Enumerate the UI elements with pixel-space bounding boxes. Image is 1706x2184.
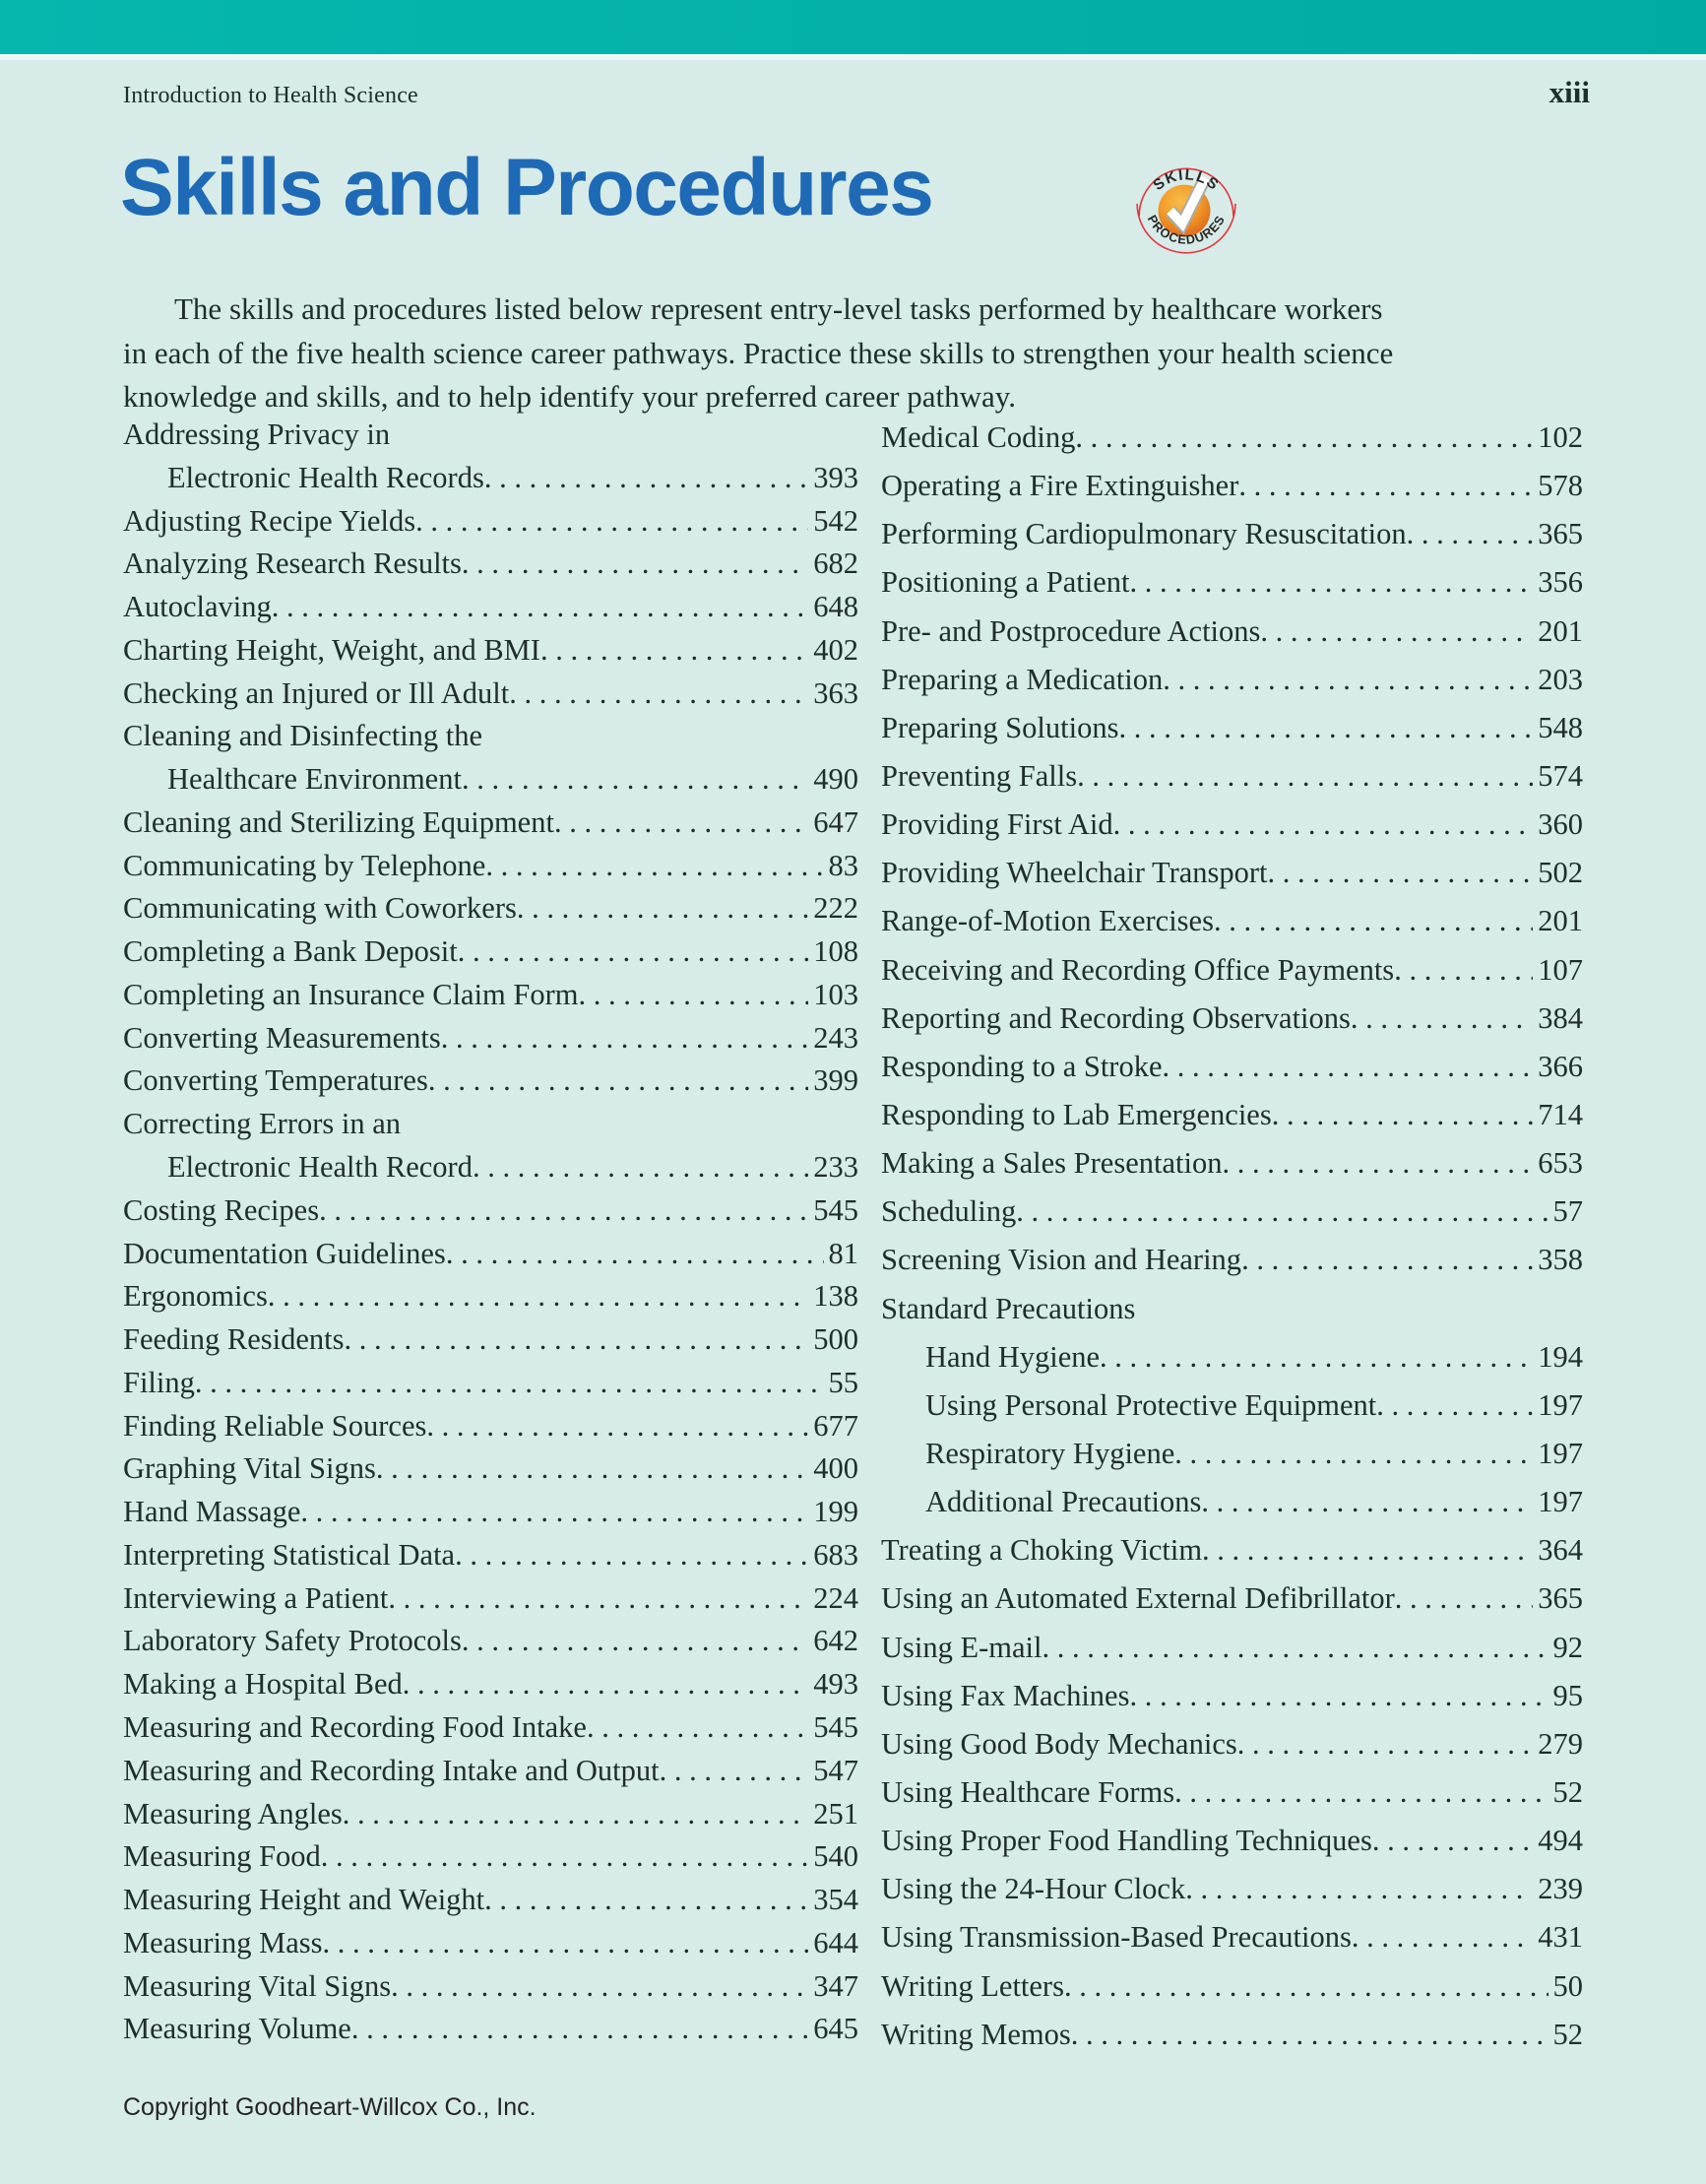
toc-entry	[123, 1577, 858, 1621]
toc-entry-label: Documentation Guidelines	[123, 1236, 446, 1270]
toc-entry	[881, 462, 1583, 510]
toc-entry-page: 578	[1538, 469, 1583, 503]
dot-leader	[1376, 1381, 1533, 1430]
dot-leader	[1268, 849, 1534, 897]
toc-entry-page: 354	[813, 1883, 858, 1917]
dot-leader	[1174, 1768, 1548, 1817]
toc-entry-page: 233	[813, 1150, 858, 1185]
dot-leader	[345, 1318, 809, 1362]
toc-entry	[123, 1793, 858, 1836]
dot-leader	[509, 673, 808, 716]
toc-entry-label: Hand Massage	[123, 1495, 301, 1529]
toc-entry	[881, 608, 1583, 656]
dot-leader	[1238, 462, 1533, 510]
toc-entry	[123, 1447, 858, 1491]
toc-entry	[881, 1430, 1583, 1478]
toc-entry-page: 647	[813, 804, 858, 839]
toc-entry	[881, 704, 1583, 752]
toc-entry	[123, 1189, 858, 1233]
toc-entry-page: 400	[813, 1451, 858, 1486]
toc-entry-label: Measuring Mass	[123, 1925, 323, 1959]
toc-entry	[123, 673, 858, 716]
top-teal-band	[0, 0, 1706, 54]
toc-entry-label: Using an Automated External Defibrillator	[881, 1581, 1395, 1616]
dot-leader	[1016, 1188, 1548, 1236]
dot-leader	[391, 1965, 808, 2009]
dot-leader	[272, 586, 808, 629]
toc-entry	[123, 1017, 858, 1060]
toc-entry-label: Preventing Falls	[881, 758, 1078, 793]
toc-entry-page: 347	[813, 1968, 858, 2003]
toc-entry	[881, 1381, 1583, 1430]
toc-entry	[123, 414, 858, 457]
toc-entry	[123, 1922, 858, 1965]
toc-entry	[881, 656, 1583, 704]
toc-entry	[881, 1817, 1583, 1865]
toc-entry-label: Laboratory Safety Protocols	[123, 1624, 462, 1658]
dot-leader	[1395, 1574, 1534, 1623]
toc-entry-label: Providing Wheelchair Transport	[881, 856, 1268, 890]
dot-leader	[403, 1663, 808, 1706]
intro-paragraph	[123, 288, 1590, 419]
toc-entry	[123, 715, 858, 758]
dot-leader	[1241, 1236, 1533, 1284]
page-title: Skills and Procedures	[120, 143, 933, 232]
toc-entry-label: Healthcare Environment	[167, 762, 462, 797]
toc-entry-label: Using Transmission-Based Precautions	[881, 1920, 1352, 1955]
toc-entry	[123, 1362, 858, 1405]
toc-entry-page: 540	[813, 1839, 858, 1874]
badge-top-text: SKILLS	[1150, 166, 1223, 195]
toc-entry	[881, 2011, 1583, 2059]
badge-svg	[1130, 154, 1238, 264]
toc-entry-page: 648	[813, 590, 858, 624]
toc-entry-page: 201	[1538, 613, 1583, 648]
dot-leader	[473, 1146, 808, 1189]
dot-leader	[554, 802, 808, 845]
toc-columns	[123, 414, 1583, 2059]
dot-leader	[1222, 1139, 1533, 1188]
toc-entry-label: Converting Temperatures	[123, 1063, 428, 1098]
dot-leader	[1077, 752, 1533, 801]
toc-entry-label: Medical Coding	[881, 420, 1076, 454]
toc-entry-label: Measuring and Recording Intake and Output	[123, 1753, 660, 1787]
toc-entry	[123, 1318, 858, 1362]
dot-leader	[1163, 1043, 1534, 1091]
toc-entry-label: Range-of-Motion Exercises	[881, 904, 1214, 938]
toc-entry-label: Checking an Injured or Ill Adult	[123, 675, 510, 710]
toc-entry-page: 645	[813, 2012, 858, 2046]
toc-entry-label: Screening Vision and Hearing	[881, 1243, 1242, 1277]
toc-entry-page: 364	[1538, 1533, 1583, 1568]
toc-entry-page: 545	[813, 1192, 858, 1227]
toc-entry-page: 365	[1538, 517, 1583, 551]
toc-entry	[123, 1405, 858, 1448]
toc-entry	[881, 1672, 1583, 1720]
toc-entry-page: 57	[1552, 1194, 1583, 1229]
toc-entry-label: Additional Precautions	[925, 1485, 1202, 1519]
toc-entry-label: Responding to a Stroke	[881, 1049, 1163, 1083]
dot-leader	[1043, 1624, 1548, 1672]
toc-entry-label: Correcting Errors in an	[123, 1107, 402, 1141]
toc-entry-page: 402	[813, 632, 858, 667]
toc-entry	[881, 752, 1583, 801]
dot-leader	[1185, 1865, 1533, 1913]
toc-entry-page: 490	[813, 762, 858, 797]
toc-entry-label: Using the 24-Hour Clock	[881, 1872, 1186, 1906]
dot-leader	[1407, 510, 1534, 558]
toc-entry	[881, 1188, 1583, 1236]
dot-leader	[1394, 946, 1533, 995]
toc-entry-label: Measuring Volume	[123, 2012, 351, 2046]
toc-entry	[123, 543, 858, 586]
dot-leader	[1201, 1478, 1533, 1526]
dot-leader	[587, 1706, 808, 1750]
toc-entry	[123, 1233, 858, 1276]
toc-entry-label: Costing Recipes	[123, 1192, 320, 1227]
toc-entry	[123, 1275, 858, 1318]
toc-entry-label: Responding to Lab Emergencies	[881, 1097, 1272, 1131]
toc-entry-label: Measuring Height and Weight	[123, 1883, 485, 1917]
toc-entry	[881, 1478, 1583, 1526]
dot-leader	[1129, 558, 1533, 607]
intro-line: in each of the five health science career pathways. Practice these skills to strengthen your health science	[123, 335, 1394, 370]
toc-entry	[123, 931, 858, 974]
toc-entry-page: 203	[1538, 662, 1583, 696]
toc-entry	[881, 558, 1583, 607]
toc-entry	[123, 758, 858, 802]
toc-entry-label: Charting Height, Weight, and BMI	[123, 632, 540, 667]
toc-entry-label: Using Healthcare Forms	[881, 1774, 1175, 1809]
toc-entry-label: Addressing Privacy in	[123, 418, 391, 451]
toc-entry-page: 356	[1538, 565, 1583, 600]
toc-entry-label: Completing a Bank Deposit	[123, 934, 458, 969]
toc-entry	[123, 586, 858, 629]
toc-entry-page: 358	[1538, 1243, 1583, 1277]
dot-leader	[462, 543, 808, 586]
toc-entry	[123, 1750, 858, 1793]
dot-leader	[1113, 801, 1534, 849]
dot-leader	[1064, 1962, 1548, 2011]
toc-entry-page: 494	[1538, 1824, 1583, 1858]
toc-entry-page: 682	[813, 546, 858, 581]
toc-entry-label: Writing Memos	[881, 2017, 1071, 2051]
toc-column-left	[123, 414, 858, 2059]
dot-leader	[1163, 656, 1533, 704]
toc-column-right	[881, 414, 1583, 2059]
dot-leader	[484, 457, 808, 500]
dot-leader	[660, 1750, 809, 1793]
dot-leader	[1260, 608, 1533, 656]
dot-leader	[321, 1835, 808, 1879]
toc-entry-label: Making a Sales Presentation	[881, 1146, 1223, 1181]
dot-leader	[300, 1491, 808, 1534]
toc-entry-label: Pre- and Postprocedure Actions	[881, 613, 1261, 648]
toc-entry	[881, 1574, 1583, 1623]
toc-entry-page: 714	[1538, 1097, 1583, 1131]
toc-entry-label: Autoclaving	[123, 590, 272, 624]
toc-entry	[881, 801, 1583, 849]
dot-leader	[540, 629, 808, 673]
toc-entry-label: Standard Precautions	[881, 1291, 1136, 1325]
toc-entry	[123, 887, 858, 931]
toc-entry-page: 365	[1538, 1581, 1583, 1616]
dot-leader	[343, 1793, 808, 1836]
toc-entry-label: Using Fax Machines	[881, 1678, 1130, 1712]
dot-leader	[428, 1060, 808, 1103]
toc-entry-page: 239	[1538, 1872, 1583, 1906]
dot-leader	[1351, 995, 1533, 1043]
toc-entry-label: Receiving and Recording Office Payments	[881, 952, 1395, 987]
dot-leader	[268, 1275, 808, 1318]
dot-leader	[195, 1362, 824, 1405]
toc-entry-page: 95	[1552, 1678, 1583, 1712]
toc-entry	[123, 500, 858, 544]
toc-entry	[881, 1043, 1583, 1091]
toc-entry-label: Using Personal Protective Equipment	[925, 1387, 1377, 1422]
toc-entry-label: Graphing Vital Signs	[123, 1451, 376, 1486]
toc-entry-label: Positioning a Patient	[881, 565, 1130, 600]
dot-leader	[455, 1534, 808, 1577]
toc-entry-label: Communicating with Coworkers	[123, 891, 517, 926]
dot-leader	[388, 1577, 808, 1621]
toc-entry	[881, 1768, 1583, 1817]
toc-entry-page: 197	[1538, 1485, 1583, 1519]
toc-entry-label: Performing Cardiopulmonary Resuscitation	[881, 517, 1407, 551]
toc-entry-page: 360	[1538, 807, 1583, 842]
dot-leader	[458, 931, 809, 974]
toc-entry	[123, 1146, 858, 1189]
toc-entry-page: 108	[813, 934, 858, 969]
dot-leader	[441, 1017, 809, 1060]
dot-leader	[1118, 704, 1533, 752]
toc-entry	[881, 1720, 1583, 1768]
toc-entry-label: Interviewing a Patient	[123, 1580, 389, 1615]
toc-entry	[881, 1236, 1583, 1284]
toc-entry-page: 431	[1538, 1920, 1583, 1955]
toc-entry-label: Filing	[123, 1365, 195, 1399]
toc-entry-page: 81	[828, 1236, 858, 1270]
toc-entry	[123, 2008, 858, 2051]
toc-entry-label: Cleaning and Disinfecting the	[123, 719, 483, 753]
toc-entry	[123, 1103, 858, 1146]
toc-entry-label: Converting Measurements	[123, 1020, 441, 1055]
toc-entry-label: Preparing Solutions	[881, 710, 1119, 744]
dot-leader	[1174, 1430, 1533, 1478]
toc-entry-page: 50	[1552, 1968, 1583, 2003]
toc-entry-page: 52	[1552, 1774, 1583, 1809]
dot-leader	[579, 974, 809, 1017]
toc-entry	[881, 897, 1583, 945]
toc-entry-label: Completing an Insurance Claim Form	[123, 977, 579, 1011]
dot-leader	[1214, 897, 1533, 945]
toc-entry-label: Using E-mail	[881, 1630, 1043, 1664]
toc-entry	[123, 845, 858, 888]
toc-entry-page: 222	[813, 891, 858, 926]
dot-leader	[1129, 1672, 1548, 1720]
toc-entry	[123, 457, 858, 500]
toc-entry-label: Preparing a Medication	[881, 662, 1164, 696]
toc-entry	[123, 1060, 858, 1103]
copyright-notice: Copyright Goodheart-Willcox Co., Inc.	[123, 2093, 537, 2121]
dot-leader	[319, 1189, 808, 1233]
dot-leader	[426, 1405, 808, 1448]
dot-leader	[1272, 1091, 1534, 1139]
toc-entry-page: 653	[1538, 1146, 1583, 1181]
dot-leader	[484, 1879, 808, 1922]
toc-entry-page: 399	[813, 1063, 858, 1098]
dot-leader	[446, 1233, 824, 1276]
toc-entry-page: 384	[1538, 1000, 1583, 1035]
intro-line: knowledge and skills, and to help identify your preferred career pathway.	[123, 379, 1016, 414]
dot-leader	[485, 845, 823, 888]
toc-entry-page: 224	[813, 1580, 858, 1615]
toc-entry-page: 92	[1552, 1630, 1583, 1664]
toc-entry-page: 197	[1538, 1436, 1583, 1470]
toc-entry	[123, 1491, 858, 1534]
toc-entry-page: 542	[813, 503, 858, 538]
toc-entry-page: 251	[813, 1796, 858, 1831]
dot-leader	[1352, 1913, 1533, 1961]
toc-entry-page: 201	[1538, 904, 1583, 938]
dot-leader	[415, 500, 808, 544]
toc-entry-page: 683	[813, 1537, 858, 1572]
toc-entry-label: Reporting and Recording Observations	[881, 1000, 1351, 1035]
toc-entry-label: Communicating by Telephone	[123, 848, 486, 882]
toc-entry	[881, 946, 1583, 995]
toc-entry-page: 502	[1538, 856, 1583, 890]
toc-entry-label: Cleaning and Sterilizing Equipment	[123, 804, 554, 839]
toc-entry	[123, 1534, 858, 1577]
toc-entry-page: 500	[813, 1322, 858, 1357]
toc-entry	[123, 974, 858, 1017]
toc-entry	[123, 1879, 858, 1922]
toc-entry	[123, 1965, 858, 2009]
toc-entry-label: Finding Reliable Sources	[123, 1408, 427, 1443]
toc-entry-label: Using Proper Food Handling Techniques	[881, 1824, 1372, 1858]
toc-entry-label: Hand Hygiene	[925, 1339, 1101, 1374]
toc-entry	[881, 1962, 1583, 2011]
toc-entry-label: Scheduling	[881, 1194, 1017, 1229]
toc-entry	[881, 1285, 1583, 1333]
toc-entry	[881, 1865, 1583, 1913]
toc-entry-label: Interpreting Statistical Data	[123, 1537, 456, 1572]
dot-leader	[1372, 1817, 1533, 1865]
toc-entry-label: Respiratory Hygiene	[925, 1436, 1175, 1470]
toc-entry	[123, 802, 858, 845]
toc-entry-page: 574	[1538, 758, 1583, 793]
toc-entry-page: 363	[813, 675, 858, 710]
dot-leader	[351, 2008, 808, 2051]
toc-entry-page: 83	[828, 848, 858, 882]
toc-entry	[881, 1091, 1583, 1139]
toc-entry-page: 107	[1538, 952, 1583, 987]
toc-entry	[123, 1835, 858, 1879]
toc-entry-page: 642	[813, 1624, 858, 1658]
toc-entry-label: Writing Letters	[881, 1968, 1064, 2003]
toc-entry	[881, 1333, 1583, 1381]
toc-entry-label: Measuring Angles	[123, 1796, 343, 1831]
toc-entry-page: 279	[1538, 1726, 1583, 1761]
dot-leader	[1071, 2011, 1548, 2059]
intro-line: The skills and procedures listed below represent entry-level tasks performed by healthcare workers	[174, 291, 1383, 326]
badge-bottom-text: PROCEDURES	[1144, 212, 1229, 247]
toc-entry-label: Analyzing Research Results	[123, 546, 462, 581]
dot-leader	[1202, 1526, 1533, 1574]
toc-entry-label: Electronic Health Record	[167, 1150, 473, 1185]
toc-entry-page: 545	[813, 1709, 858, 1744]
toc-entry-page: 366	[1538, 1049, 1583, 1083]
top-band-divider	[0, 54, 1706, 60]
toc-entry-label: Measuring Vital Signs	[123, 1968, 392, 2003]
toc-entry	[881, 1913, 1583, 1961]
dot-leader	[376, 1447, 808, 1491]
dot-leader	[517, 887, 808, 931]
dot-leader	[462, 1620, 808, 1663]
toc-entry-page: 55	[828, 1365, 858, 1399]
toc-entry	[881, 414, 1583, 462]
toc-entry-label: Measuring Food	[123, 1839, 321, 1874]
toc-entry-label: Ergonomics	[123, 1279, 268, 1314]
dot-leader	[462, 758, 808, 802]
toc-entry-page: 644	[813, 1925, 858, 1959]
toc-entry-page: 547	[813, 1753, 858, 1787]
toc-entry	[881, 849, 1583, 897]
toc-entry-page: 677	[813, 1408, 858, 1443]
toc-entry	[881, 1624, 1583, 1672]
skills-procedures-badge-icon	[1130, 154, 1238, 264]
page-number-folio: xiii	[1548, 75, 1590, 109]
toc-entry-label: Treating a Choking Victim	[881, 1533, 1203, 1568]
toc-entry-page: 197	[1538, 1387, 1583, 1422]
toc-entry-page: 102	[1538, 420, 1583, 454]
toc-entry-label: Feeding Residents	[123, 1322, 345, 1357]
toc-entry-page: 199	[813, 1495, 858, 1529]
book-title: Introduction to Health Science	[123, 83, 418, 108]
toc-entry-label: Providing First Aid	[881, 807, 1113, 842]
toc-entry-page: 194	[1538, 1339, 1583, 1374]
toc-entry-label: Electronic Health Records	[167, 460, 484, 494]
toc-entry	[123, 1663, 858, 1706]
toc-entry	[881, 1139, 1583, 1188]
dot-leader	[1100, 1333, 1533, 1381]
toc-entry-label: Using Good Body Mechanics	[881, 1726, 1237, 1761]
toc-entry-page: 493	[813, 1667, 858, 1702]
dot-leader	[1075, 414, 1533, 462]
dot-leader	[1237, 1720, 1534, 1768]
toc-entry-page: 52	[1552, 2017, 1583, 2051]
toc-entry-page: 548	[1538, 710, 1583, 744]
toc-entry-label: Measuring and Recording Food Intake	[123, 1709, 587, 1744]
toc-entry	[881, 995, 1583, 1043]
toc-entry	[881, 1526, 1583, 1574]
toc-entry-label: Making a Hospital Bed	[123, 1667, 403, 1702]
dot-leader	[322, 1922, 808, 1965]
toc-entry	[123, 1620, 858, 1663]
toc-entry-label: Adjusting Recipe Yields	[123, 503, 416, 538]
toc-entry-page: 138	[813, 1279, 858, 1314]
page-header	[123, 75, 1590, 110]
toc-entry	[881, 510, 1583, 558]
toc-entry-page: 393	[813, 460, 858, 494]
toc-entry	[123, 1706, 858, 1750]
toc-entry-page: 103	[813, 977, 858, 1011]
toc-entry-page: 243	[813, 1020, 858, 1055]
toc-entry-label: Operating a Fire Extinguisher	[881, 469, 1239, 503]
toc-entry	[123, 629, 858, 673]
